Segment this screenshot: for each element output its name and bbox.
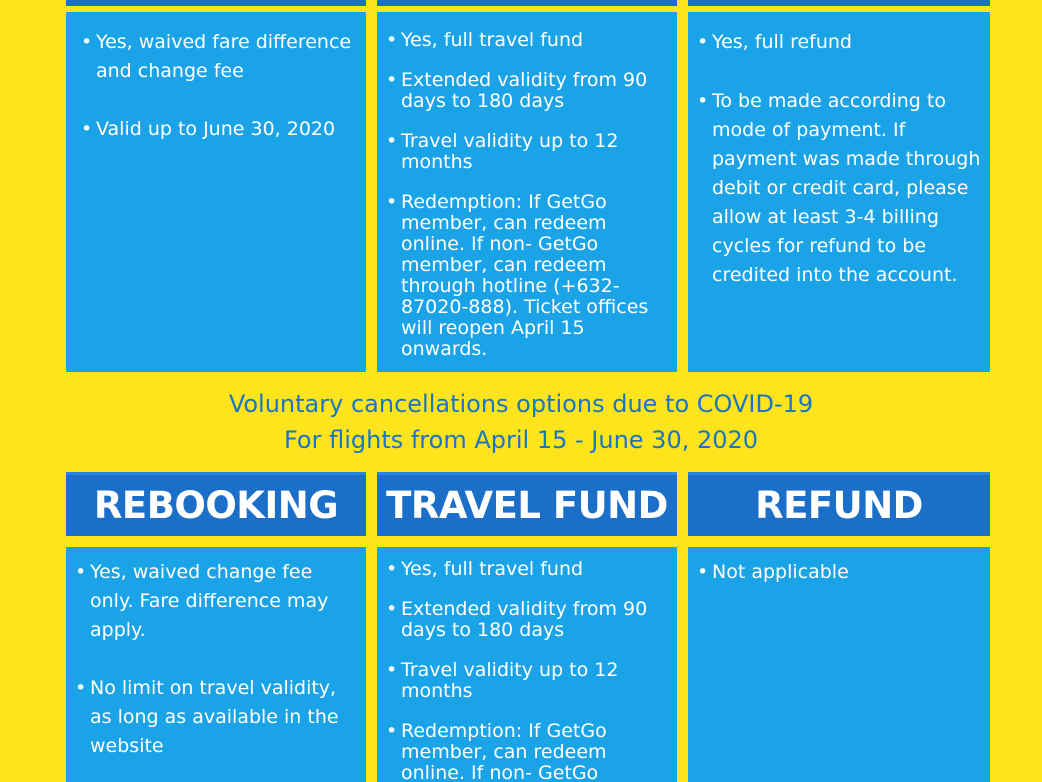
list-item: • Yes, full refund bbox=[694, 28, 982, 57]
header-refund: REFUND bbox=[688, 472, 990, 536]
list-item: • Yes, waived fare difference and change fee bbox=[78, 28, 358, 86]
top-travel-fund-panel bbox=[377, 12, 677, 372]
list-item: • Valid up to June 30, 2020 bbox=[78, 115, 358, 144]
top-travel-fund-list bbox=[383, 30, 669, 360]
section-title-line1: Voluntary cancellations options due to COVID-19 bbox=[228, 390, 814, 418]
list-item: • Travel validity up to 12 months bbox=[383, 660, 669, 702]
bottom-refund-list bbox=[694, 558, 982, 587]
top-refund-list bbox=[694, 28, 982, 290]
list-item: • Travel validity up to 12 months bbox=[383, 131, 669, 173]
top-refund-header-strip bbox=[688, 0, 990, 6]
list-item: • Not applicable bbox=[694, 558, 982, 587]
list-item: • Redemption: If GetGo member, can redeem online. If non- GetGo bbox=[383, 721, 669, 782]
list-item: • Redemption: If GetGo member, can redeem online. If non- GetGo member, can redeem through hotline (+632-87020-888). Ticket offices will reopen April 15 onwards. bbox=[383, 192, 669, 360]
top-travel-fund-header-strip bbox=[377, 0, 677, 6]
top-rebooking-header-strip bbox=[66, 0, 366, 6]
header-travel-fund: TRAVEL FUND bbox=[377, 472, 677, 536]
bottom-rebooking-list bbox=[72, 558, 358, 761]
bottom-rebooking-panel bbox=[66, 547, 366, 782]
list-item: • No limit on travel validity, as long as available in the website bbox=[72, 674, 358, 761]
header-rebooking: REBOOKING bbox=[66, 472, 366, 536]
list-item: • To be made according to mode of payment. If payment was made through debit or credit card, please allow at least 3-4 billing cycles for refund to be credited into the account. bbox=[694, 87, 982, 290]
section-title-line2: For flights from April 15 - June 30, 2020 bbox=[283, 426, 759, 454]
top-rebooking-list bbox=[78, 28, 358, 144]
bottom-travel-fund-list bbox=[383, 559, 669, 782]
top-refund-panel bbox=[688, 12, 990, 372]
list-item: • Yes, full travel fund bbox=[383, 559, 669, 580]
top-rebooking-panel bbox=[66, 12, 366, 372]
list-item: • Yes, waived change fee only. Fare difference may apply. bbox=[72, 558, 358, 645]
bottom-refund-panel bbox=[688, 547, 990, 782]
bottom-travel-fund-panel bbox=[377, 547, 677, 782]
list-item: • Extended validity from 90 days to 180 days bbox=[383, 70, 669, 112]
list-item: • Extended validity from 90 days to 180 days bbox=[383, 599, 669, 641]
list-item: • Yes, full travel fund bbox=[383, 30, 669, 51]
